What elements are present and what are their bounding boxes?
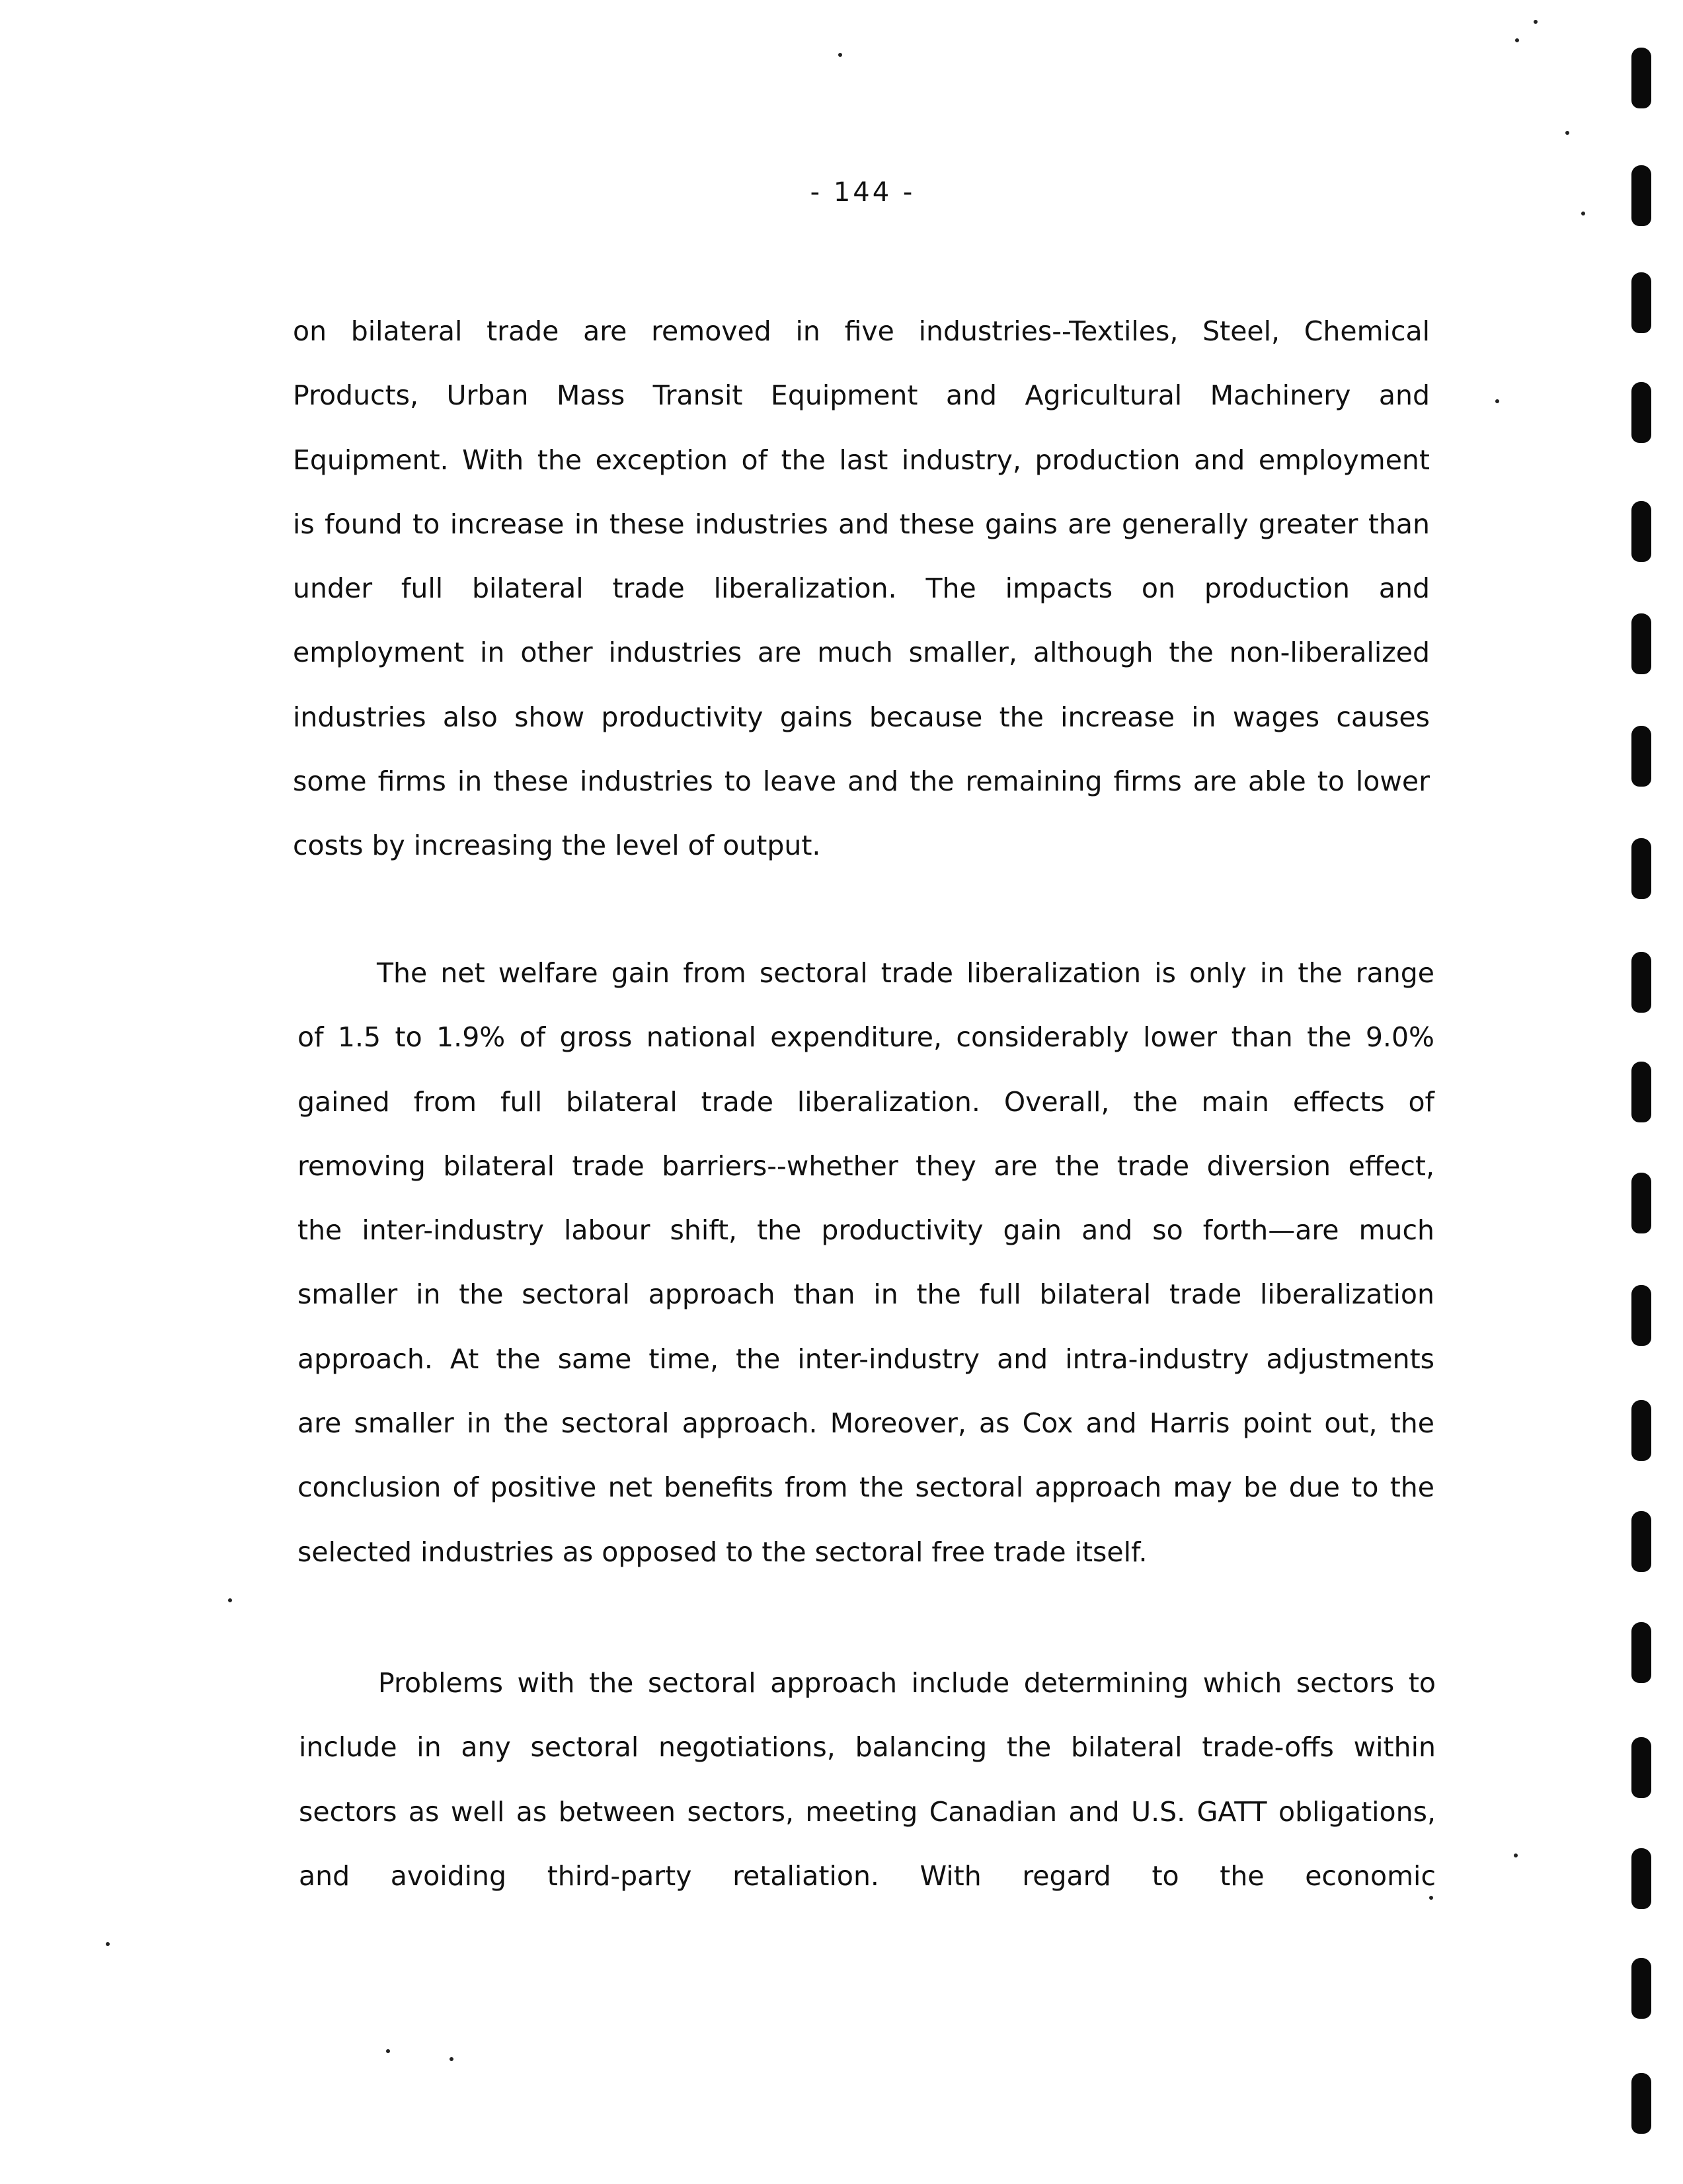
scan-speck (228, 1598, 232, 1602)
scan-speck (450, 2057, 453, 2061)
text-line: selected industries as opposed to the sectoral free trade itself. (297, 1536, 1148, 1568)
text-line: The net welfare gain from sectoral trade liberalization is only in the range (377, 957, 1434, 989)
binding-mark (1631, 2073, 1651, 2134)
text-line: smaller in the sectoral approach than in the full bilateral trade liberalization (297, 1278, 1434, 1311)
text-line: are smaller in the sectoral approach. Moreover, as Cox and Harris point out, the (297, 1407, 1434, 1440)
binding-mark (1631, 382, 1651, 443)
text-line: Equipment. With the exception of the last industry, production and employment (293, 444, 1430, 476)
binding-mark (1631, 952, 1651, 1013)
text-line: gained from full bilateral trade liberalization. Overall, the main effects of (297, 1085, 1434, 1118)
text-line: employment in other industries are much smaller, although the non-liberalized (293, 637, 1430, 669)
binding-mark (1631, 726, 1651, 787)
scan-speck (1581, 212, 1585, 215)
text-line: is found to increase in these industries and these gains are generally greater than (293, 508, 1430, 540)
scan-speck (1515, 38, 1519, 42)
binding-mark (1631, 501, 1651, 562)
paragraph-3 (299, 1651, 1436, 1908)
binding-mark (1631, 1737, 1651, 1798)
text-line: industries also show productivity gains because the increase in wages causes (293, 701, 1430, 733)
text-line: and avoiding third-party retaliation. With regard to the economic (299, 1859, 1436, 1892)
text-line: costs by increasing the level of output. (293, 830, 821, 862)
text-line: sectors as well as between sectors, meeting Canadian and U.S. GATT obligations, (299, 1795, 1436, 1828)
scan-speck (1514, 1853, 1518, 1857)
text-line: approach. At the same time, the inter-industry and intra-industry adjustments (297, 1343, 1434, 1375)
text-line: include in any sectoral negotiations, balancing the bilateral trade-offs within (299, 1731, 1436, 1764)
text-line: Problems with the sectoral approach include determining which sectors to (378, 1667, 1436, 1699)
text-line: the inter-industry labour shift, the productivity gain and so forth—are much (297, 1214, 1434, 1247)
binding-mark (1631, 1622, 1651, 1683)
scan-speck (1534, 20, 1538, 24)
scan-speck (838, 53, 842, 57)
text-line: some firms in these industries to leave and the remaining firms are able to lower (293, 765, 1430, 798)
text-line: of 1.5 to 1.9% of gross national expenditure, considerably lower than the 9.0% (297, 1021, 1434, 1054)
text-line: Products, Urban Mass Transit Equipment and Agricultural Machinery and (293, 379, 1430, 412)
binding-mark (1631, 165, 1651, 226)
text-line: conclusion of positive net benefits from the sectoral approach may be due to the (297, 1471, 1434, 1504)
binding-mark (1631, 613, 1651, 674)
scan-speck (1429, 1896, 1433, 1900)
binding-mark (1631, 1848, 1651, 1909)
paragraph-1 (293, 299, 1430, 878)
scan-speck (1495, 399, 1499, 403)
binding-mark (1631, 48, 1651, 108)
scan-speck (106, 1942, 110, 1946)
binding-mark (1631, 1400, 1651, 1461)
text-line: removing bilateral trade barriers--whether they are the trade diversion effect, (297, 1150, 1434, 1182)
scan-speck (386, 2049, 390, 2053)
binding-mark (1631, 1173, 1651, 1233)
binding-mark (1631, 272, 1651, 333)
binding-mark (1631, 1511, 1651, 1572)
binding-mark (1631, 1062, 1651, 1122)
paragraph-2 (297, 941, 1434, 1584)
binding-mark (1631, 1958, 1651, 2019)
text-line: on bilateral trade are removed in five industries--Textiles, Steel, Chemical (293, 315, 1430, 347)
binding-mark (1631, 838, 1651, 899)
binding-mark (1631, 1285, 1651, 1346)
page-number: - 144 - (810, 177, 916, 208)
scan-speck (1565, 131, 1569, 135)
text-line: under full bilateral trade liberalization. The impacts on production and (293, 572, 1430, 605)
